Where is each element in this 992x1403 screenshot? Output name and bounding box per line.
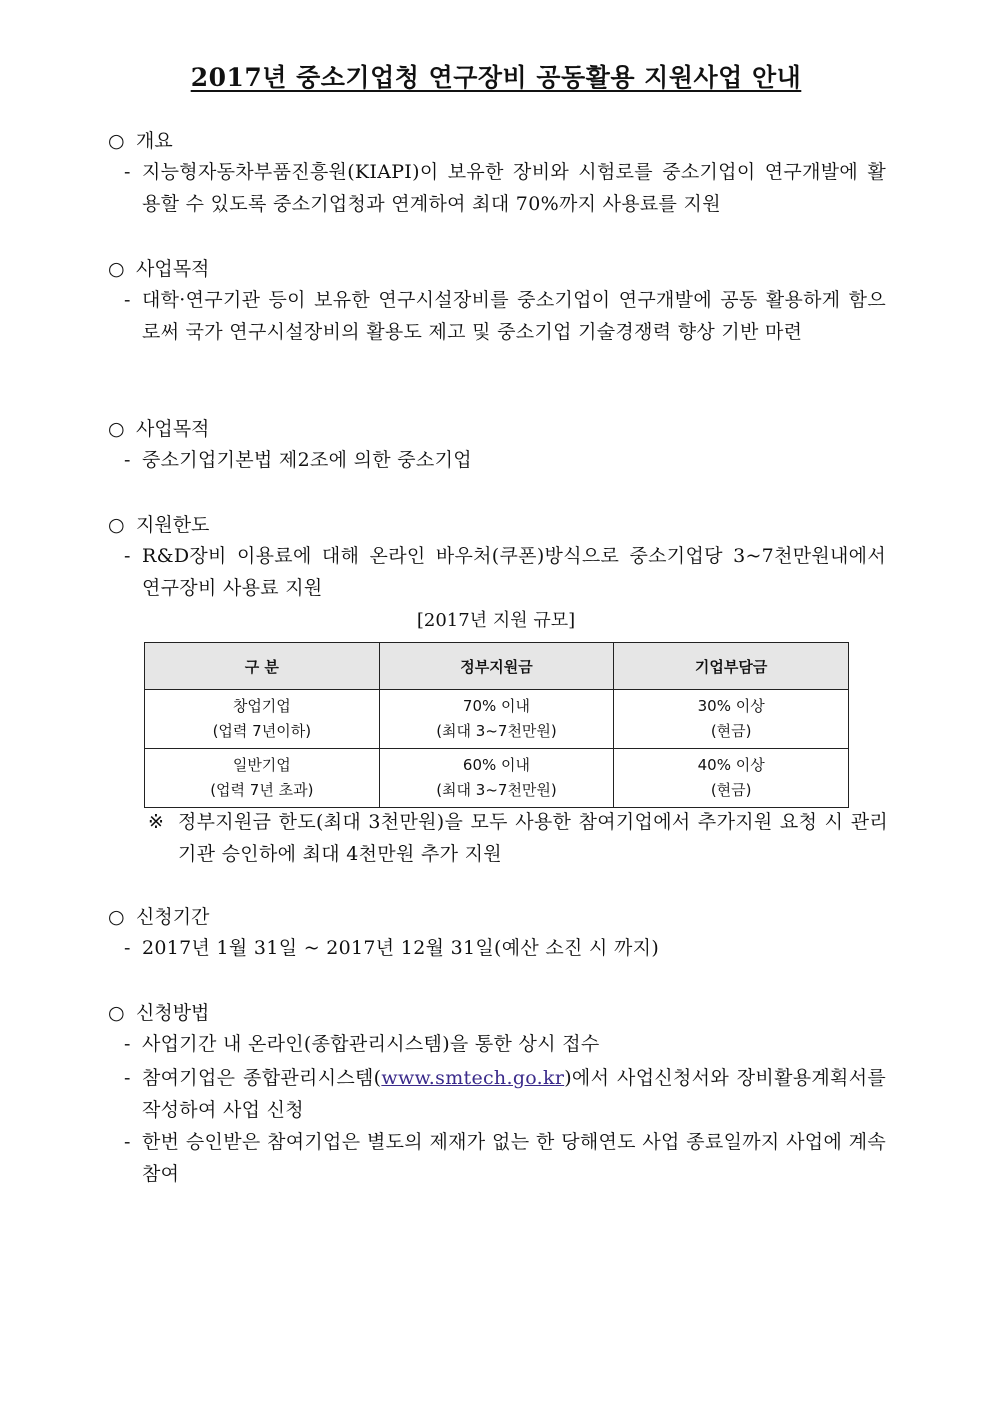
section-heading-purpose: ○ 사업목적 — [108, 254, 209, 284]
section-heading-overview: ○ 개요 — [108, 126, 173, 156]
bullet-icon: ○ — [108, 258, 125, 280]
list-item: - R&D장비 이용료에 대해 온라인 바우처(쿠폰)방식으로 중소기업당 3~7천만원내에서 연구장비 사용료 지원 — [124, 545, 886, 599]
cell-company: 40% 이상 (현금) — [614, 749, 849, 808]
column-header-company: 기업부담금 — [614, 643, 849, 690]
cell-government: 60% 이내 (최대 3~7천만원) — [379, 749, 614, 808]
section-heading-period: ○ 신청기간 — [108, 902, 209, 932]
cell-government: 70% 이내 (최대 3~7천만원) — [379, 690, 614, 749]
bullet-icon: ○ — [108, 906, 125, 928]
bullet-icon: ○ — [108, 1002, 125, 1024]
section-heading-limit: ○ 지원한도 — [108, 510, 209, 540]
list-item: - 대학·연구기관 등이 보유한 연구시설장비를 중소기업이 연구개발에 공동 활용하게 함으로써 국가 연구시설장비의 활용도 제고 및 중소기업 기술경쟁력 향상 기반 마련 — [124, 289, 886, 343]
reference-mark-icon: ※ — [148, 811, 164, 833]
list-item: - 한번 승인받은 참여기업은 별도의 제재가 없는 한 당해연도 사업 종료일까지 사업에 계속 참여 — [124, 1131, 886, 1185]
table-header-row — [145, 643, 849, 690]
table-row — [145, 690, 849, 749]
page-title: 2017년 중소기업청 연구장비 공동활용 지원사업 안내 — [190, 63, 802, 92]
table-row — [145, 749, 849, 808]
table-caption: [2017년 지원 규모] — [416, 610, 576, 631]
list-item: - 참여기업은 종합관리시스템(www.smtech.go.kr)에서 사업신청서와 장비활용계획서를 작성하여 사업 신청 — [124, 1067, 887, 1121]
cell-category: 창업기업 (업력 7년이하) — [145, 690, 380, 749]
support-scale-table — [144, 642, 849, 808]
bullet-icon: ○ — [108, 514, 125, 536]
column-header-category: 구 분 — [145, 643, 380, 690]
list-item: - 지능형자동차부품진흥원(KIAPI)이 보유한 장비와 시험로를 중소기업이 연구개발에 활용할 수 있도록 중소기업청과 연계하여 최대 70%까지 사용료를 지원 — [124, 161, 886, 215]
cell-category: 일반기업 (업력 7년 초과) — [145, 749, 380, 808]
list-item: - 사업기간 내 온라인(종합관리시스템)을 통한 상시 접수 — [124, 1033, 600, 1055]
list-item: - 중소기업기본법 제2조에 의한 중소기업 — [124, 449, 472, 471]
column-header-government: 정부지원금 — [379, 643, 614, 690]
section-heading-method: ○ 신청방법 — [108, 998, 209, 1028]
bullet-icon: ○ — [108, 130, 125, 152]
list-item: - 2017년 1월 31일 ~ 2017년 12월 31일(예산 소진 시 까지) — [124, 937, 660, 959]
smtech-link[interactable]: www.smtech.go.kr — [381, 1067, 565, 1089]
cell-company: 30% 이상 (현금) — [614, 690, 849, 749]
table-note: ※ 정부지원금 한도(최대 3천만원)을 모두 사용한 참여기업에서 추가지원 요청 시 관리기관 승인하에 최대 4천만원 추가 지원 — [148, 806, 888, 870]
section-heading-target: ○ 사업목적 — [108, 414, 209, 444]
bullet-icon: ○ — [108, 418, 125, 440]
